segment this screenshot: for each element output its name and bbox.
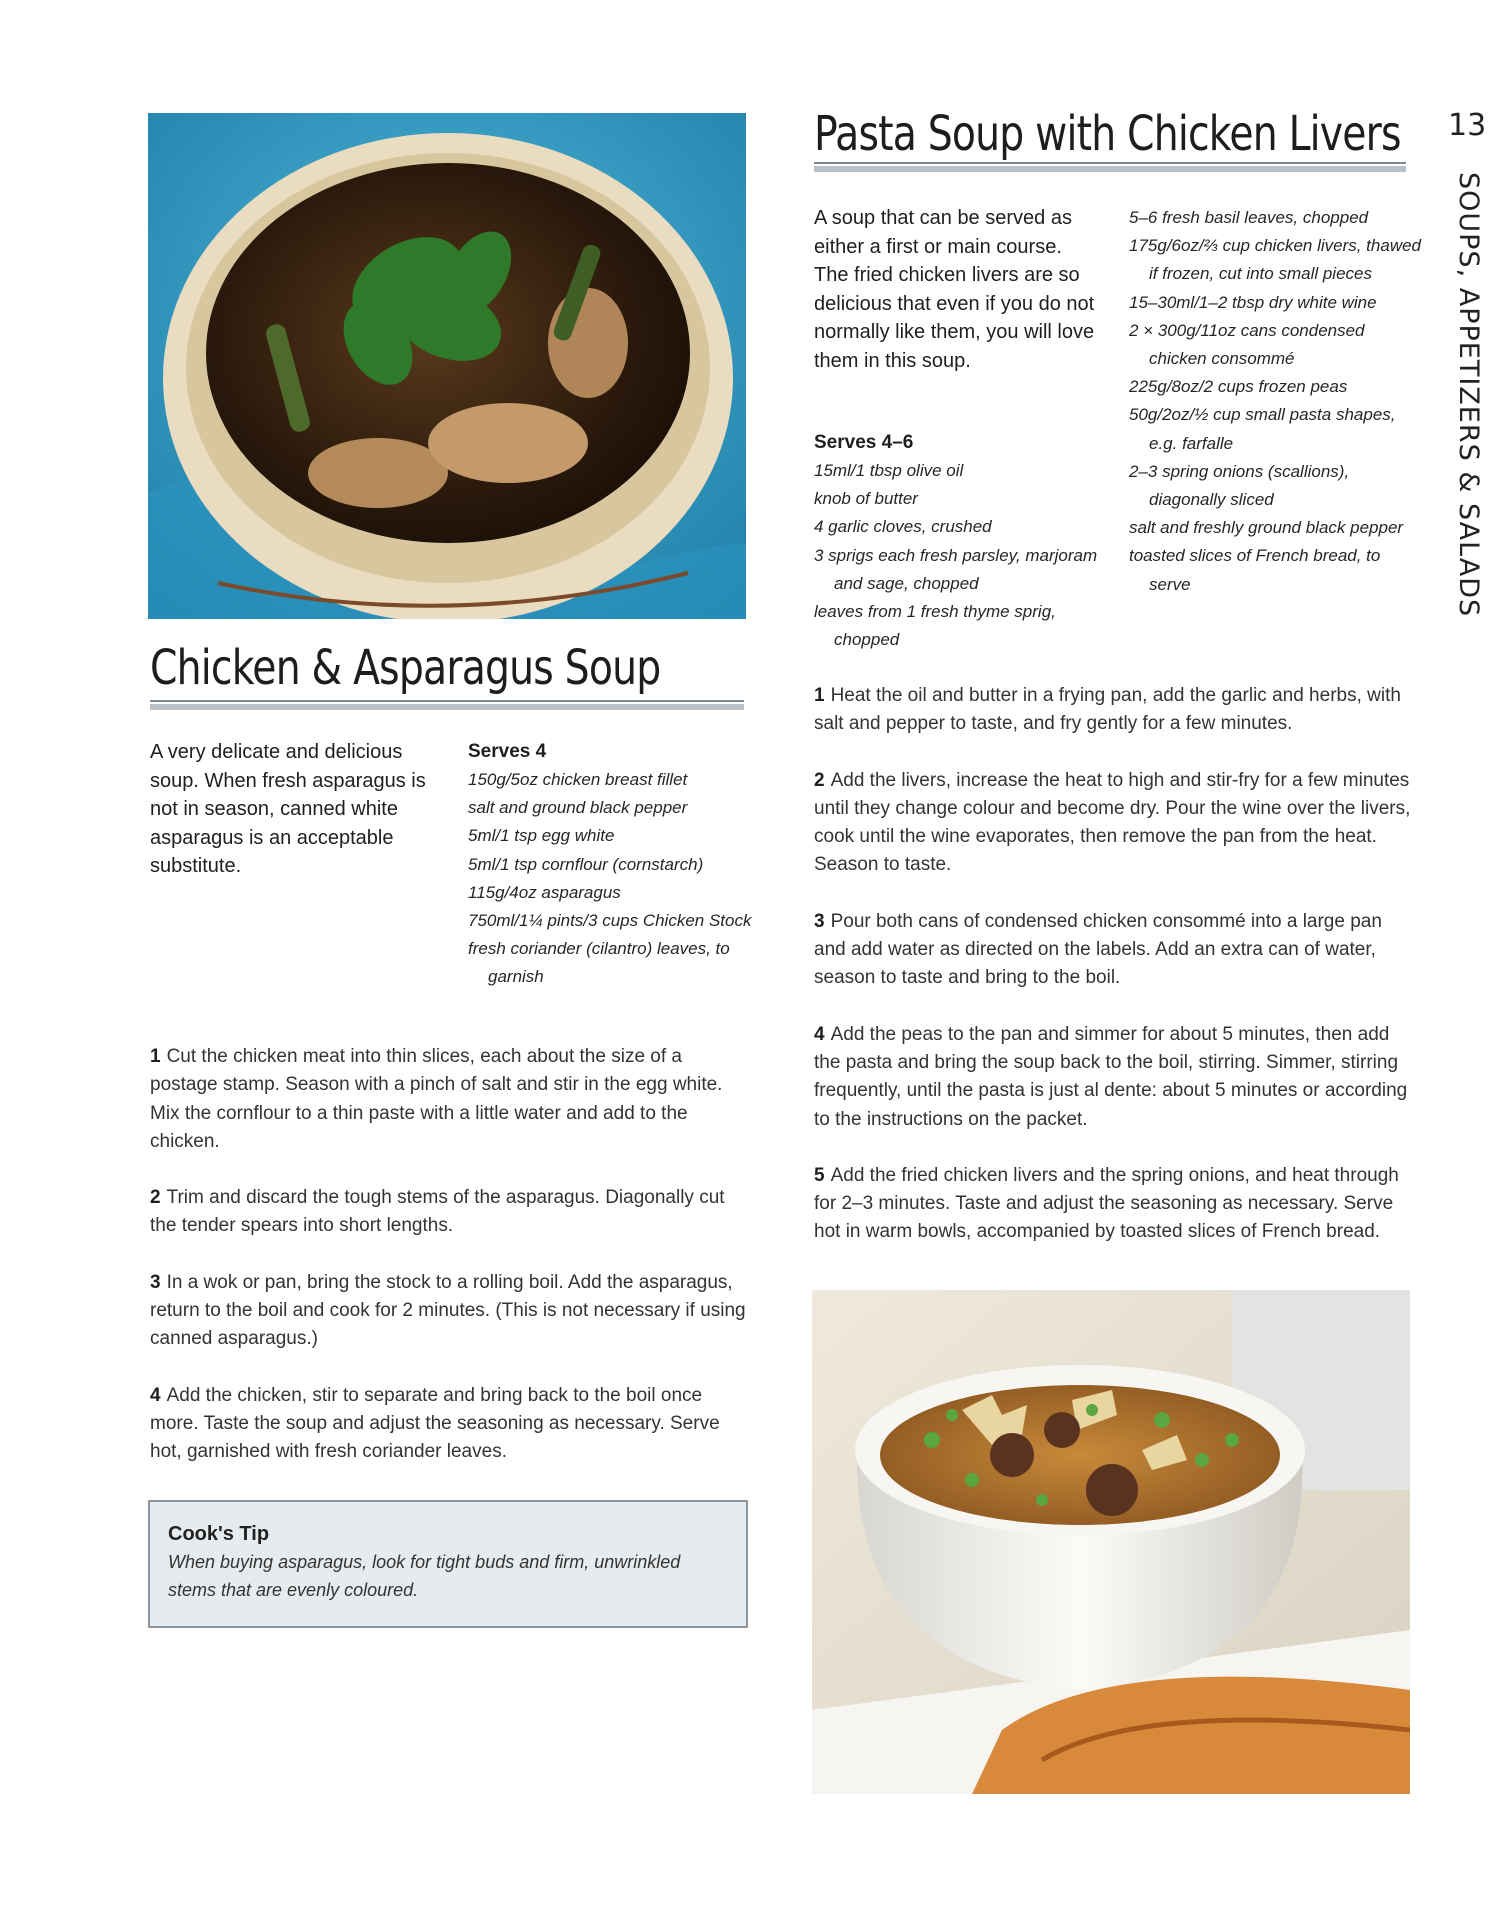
cooks-tip-title: Cook's Tip <box>168 1523 270 1545</box>
ingredient-item: 2–3 spring onions (scallions), diagonally sliced <box>1129 461 1350 510</box>
ingredient-item: leaves from 1 fresh thyme sprig, chopped <box>814 602 1056 650</box>
step-text: Add the livers, increase the heat to high and stir-fry for a few minutes until they change colour and become dry. Pour the wine over the livers, cook until the wine evaporates, then remove the pan from the heat. Season to taste. <box>814 769 1411 876</box>
ingredient-item: 5ml/1 tsp egg white <box>468 826 615 846</box>
ingredient-item: 15ml/1 tbsp olive oil <box>814 461 964 480</box>
method-step <box>150 1269 750 1354</box>
ingredient-item: 150g/5oz chicken breast fillet <box>468 770 688 789</box>
step-number: 4 <box>814 1023 825 1045</box>
ingredient-item: salt and freshly ground black pepper <box>1129 518 1404 538</box>
recipe-title-right: Pasta Soup with Chicken Livers <box>814 106 1401 162</box>
ingredient-item: salt and ground black pepper <box>468 798 688 818</box>
ingredients-block-left <box>468 738 758 766</box>
step-number: 3 <box>150 1271 161 1293</box>
ingredient-item: 5–6 fresh basil leaves, chopped <box>1129 208 1369 227</box>
chicken-asparagus-soup-photo <box>148 113 746 619</box>
ingredient-list-left <box>468 766 758 992</box>
ingredient-item: 3 sprigs each fresh parsley, marjoram and sage, chopped <box>814 545 1098 593</box>
page-number: 13 <box>1448 108 1487 143</box>
recipe-title-left: Chicken & Asparagus Soup <box>150 640 661 696</box>
step-number: 5 <box>814 1164 825 1186</box>
step-number: 2 <box>150 1187 161 1209</box>
step-number: 1 <box>814 685 825 706</box>
method-steps-left <box>150 1043 750 1495</box>
step-text: Heat the oil and butter in a frying pan, add the garlic and herbs, with salt and pepper to taste, and fry gently for a few minutes. <box>814 685 1401 735</box>
ingredient-list-right-col1 <box>814 457 1114 654</box>
serves-label-left: Serves 4 <box>468 741 547 762</box>
ingredient-item: 15–30ml/1–2 tbsp dry white wine <box>1129 292 1377 312</box>
title-underline-thick-left <box>150 704 744 710</box>
method-step <box>150 1043 750 1156</box>
cooks-tip-box <box>148 1500 748 1628</box>
ingredient-item: 5ml/1 tsp cornflour (cornstarch) <box>468 854 704 874</box>
cooks-tip-text: When buying asparagus, look for tight buds and firm, unwrinkled stems that are evenly coloured. <box>168 1552 681 1600</box>
section-label: SOUPS, APPETIZERS & SALADS <box>1453 172 1484 618</box>
ingredient-item: 4 garlic cloves, crushed <box>814 517 992 537</box>
ingredient-list-right-col2 <box>1129 204 1425 599</box>
method-step <box>814 767 1414 880</box>
step-text: Add the fried chicken livers and the spring onions, and heat through for 2–3 minutes. Taste and adjust the seasoning as necessary. Serve hot in warm bowls, accompanied by toasted slices of French bread. <box>814 1164 1399 1243</box>
method-step <box>150 1184 750 1241</box>
method-step <box>814 1021 1414 1134</box>
method-step <box>814 682 1414 739</box>
title-underline-right <box>814 162 1406 164</box>
recipe-intro-right: A soup that can be served as either a first or main course. The fried chicken livers are so delicious that even if you do not normally like them, you will love them in this soup. <box>814 207 1095 372</box>
ingredient-item: fresh coriander (cilantro) leaves, to garnish <box>468 939 730 987</box>
method-step <box>150 1382 750 1467</box>
title-underline-left <box>150 700 744 702</box>
title-underline-thick-right <box>814 166 1406 172</box>
step-text: Pour both cans of condensed chicken consommé into a large pan and add water as directed on the labels. Add an extra can of water, season to taste and bring to the boil. <box>814 910 1382 989</box>
ingredient-item: 115g/4oz asparagus <box>468 882 621 902</box>
method-step <box>814 908 1414 993</box>
step-text: Cut the chicken meat into thin slices, each about the size of a postage stamp. Season with a pinch of salt and stir in the egg white. Mix the cornflour to a thin paste with a little water and add to the chicken. <box>150 1046 723 1152</box>
serves-label-right: Serves 4–6 <box>814 432 914 453</box>
ingredient-item: toasted slices of French bread, to serve <box>1129 546 1381 594</box>
ingredient-item: knob of butter <box>814 489 918 509</box>
step-text: Add the peas to the pan and simmer for about 5 minutes, then add the pasta and bring the soup back to the boil, stirring. Simmer, stirring frequently, until the pasta is just al dente: about 5 minutes or according to the instructions on the packet. <box>814 1023 1408 1130</box>
method-steps-right <box>814 682 1414 1275</box>
ingredient-item: 50g/2oz/½ cup small pasta shapes, e.g. farfalle <box>1129 405 1396 453</box>
ingredient-item: 750ml/1¼ pints/3 cups Chicken Stock <box>468 911 752 931</box>
step-number: 4 <box>150 1384 161 1406</box>
recipe-intro-left: A very delicate and delicious soup. When fresh asparagus is not in season, canned white asparagus is an acceptable substitute. <box>150 741 426 877</box>
pasta-soup-photo <box>812 1290 1410 1794</box>
method-step <box>814 1162 1414 1247</box>
step-text: Add the chicken, stir to separate and bring back to the boil once more. Taste the soup and adjust the seasoning as necessary. Serve hot, garnished with fresh coriander leaves. <box>150 1384 720 1463</box>
ingredient-item: 2 × 300g/11oz cans condensed chicken consommé <box>1129 320 1365 369</box>
step-number: 2 <box>814 769 825 791</box>
step-number: 1 <box>150 1046 161 1067</box>
ingredients-block-right <box>814 429 1104 457</box>
step-number: 3 <box>814 910 825 932</box>
ingredient-item: 175g/6oz/⅔ cup chicken livers, thawed if frozen, cut into small pieces <box>1129 236 1422 284</box>
step-text: Trim and discard the tough stems of the asparagus. Diagonally cut the tender spears into short lengths. <box>150 1187 725 1237</box>
step-text: In a wok or pan, bring the stock to a rolling boil. Add the asparagus, return to the boil and cook for 2 minutes. (This is not necessary if using canned asparagus.) <box>150 1271 746 1350</box>
ingredient-item: 225g/8oz/2 cups frozen peas <box>1129 377 1348 397</box>
